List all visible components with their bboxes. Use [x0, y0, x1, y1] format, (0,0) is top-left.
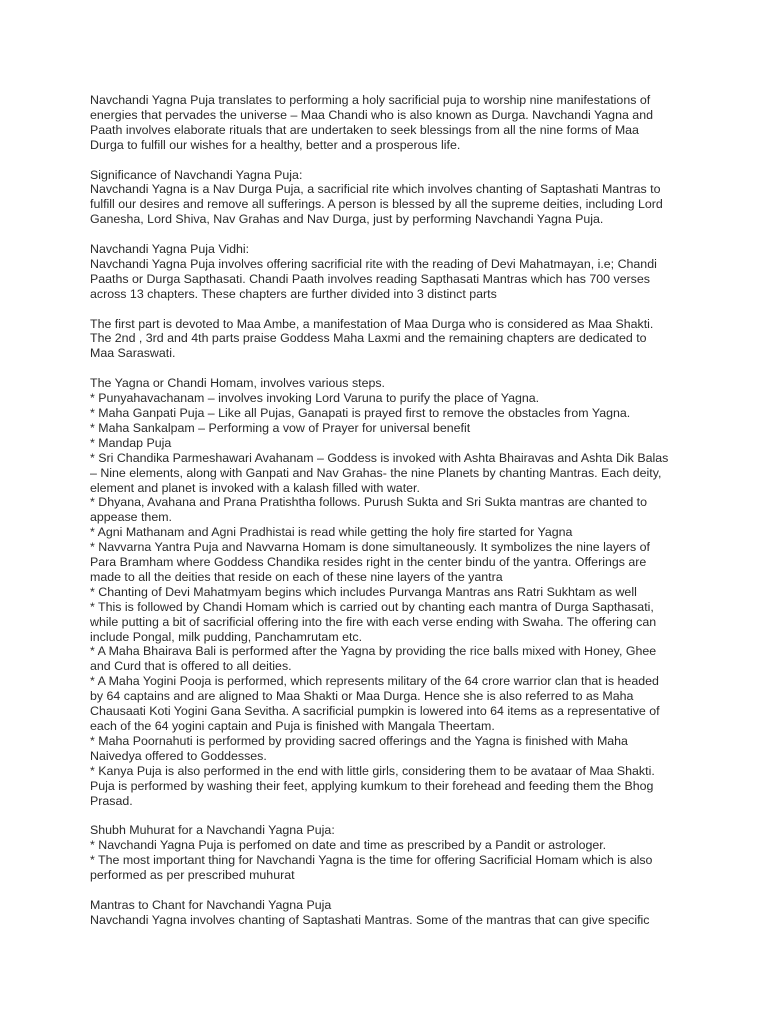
text-line: The 2nd , 3rd and 4th parts praise Goddess Maha Laxmi and the remaining chapters are dedicated to	[90, 331, 647, 346]
document-body	[90, 93, 680, 928]
text-line: while putting a bit of sacrificial offering into the fire with each verse ending with Swaha. The offering can	[90, 614, 657, 629]
text-line: Shubh Muhurat for a Navchandi Yagna Puja:	[90, 823, 335, 838]
text-line: – Nine elements, along with Ganpati and Nav Grahas- the nine Planets by chanting Mantras. Each deity,	[90, 465, 662, 480]
text-line: Puja is performed by washing their feet, applying kumkum to their forehead and feeding them the Bhog	[90, 778, 654, 793]
text-line: Paaths or Durga Sapthasati. Chandi Paath involves reading Sapthasati Mantras which has 700 verses	[90, 271, 650, 286]
text-line: * The most important thing for Navchandi Yagna is the time for offering Sacrificial Homam which is also	[90, 853, 653, 868]
paragraph	[90, 242, 680, 302]
document-page	[90, 93, 680, 943]
text-line: Navchandi Yagna Puja involves offering sacrificial rite with the reading of Devi Mahatmayan, i.e; Chandi	[90, 256, 657, 271]
text-line: * Punyahavachanam – involves invoking Lord Varuna to purify the place of Yagna.	[90, 391, 540, 406]
text-line: Maa Saraswati.	[90, 346, 176, 361]
text-line: * Chanting of Devi Mahatmyam begins which includes Purvanga Mantras ans Ratri Sukhtam as well	[90, 584, 637, 599]
text-line: Navchandi Yagna Puja translates to performing a holy sacrificial puja to worship nine manifestations of	[90, 93, 651, 107]
text-line: * Mandap Puja	[90, 435, 172, 450]
text-line: * This is followed by Chandi Homam which is carried out by chanting each mantra of Durga Sapthasati,	[90, 599, 654, 614]
text-line: Significance of Navchandi Yagna Puja:	[90, 167, 303, 182]
paragraph	[90, 317, 680, 362]
text-line: * Maha Ganpati Puja – Like all Pujas, Ganapati is prayed first to remove the obstacles from Yagna.	[90, 405, 631, 420]
text-line: fulfill our desires and remove all sufferings. A person is blessed by all the supreme deities, including Lord	[90, 197, 663, 212]
paragraph	[90, 376, 680, 808]
text-line: Prasad.	[90, 793, 133, 808]
text-line: * Kanya Puja is also performed in the end with little girls, considering them to be avataar of Maa Shakti.	[90, 763, 655, 778]
text-line: Chausaati Koti Yogini Gana Sevitha. A sacrificial pumpkin is lowered into 64 items as a representative of	[90, 704, 660, 719]
text-line: * Sri Chandika Parmeshawari Avahanam – Goddess is invoked with Ashta Bhairavas and Ashta Dik Balas	[90, 450, 669, 465]
text-line: Para Bramham where Goddess Chandika resides right in the center bindu of the yantra. Offerings are	[90, 555, 647, 570]
text-line: Navchandi Yagna Puja Vidhi:	[90, 242, 250, 257]
text-line: Paath involves elaborate rituals that are undertaken to seek blessings from all the nine forms of Maa	[90, 122, 639, 137]
text-line: energies that pervades the universe – Maa Chandi who is also known as Durga. Navchandi Yagna and	[90, 107, 653, 122]
text-line: * Agni Mathanam and Agni Pradhistai is read while getting the holy fire started for Yagna	[90, 525, 573, 540]
text-line: The Yagna or Chandi Homam, involves various steps.	[90, 376, 385, 391]
text-line: * Dhyana, Avahana and Prana Pratishtha follows. Purush Sukta and Sri Sukta mantras are chanted to	[90, 495, 647, 510]
text-line: Mantras to Chant for Navchandi Yagna Puja	[90, 897, 332, 912]
text-line: Naivedya offered to Goddesses.	[90, 748, 267, 763]
text-line: * A Maha Yogini Pooja is performed, which represents military of the 64 crore warrior clan that is headed	[90, 674, 659, 689]
text-line: performed as per prescribed muhurat	[90, 868, 295, 883]
paragraph	[90, 823, 680, 883]
paragraph	[90, 898, 680, 928]
paragraph	[90, 168, 680, 228]
text-line: made to all the deities that reside on each of these nine layers of the yantra	[90, 569, 503, 584]
text-line: appease them.	[90, 510, 172, 525]
text-line: each of the 64 yogini captain and Puja is finished with Mangala Theertam.	[90, 719, 495, 733]
text-line: Durga to fulfill our wishes for a healthy, better and a prosperous life.	[90, 137, 461, 152]
text-line: and Curd that is offered to all deities.	[90, 659, 292, 674]
text-line: * Maha Poornahuti is performed by providing sacred offerings and the Yagna is finished with Maha	[90, 733, 628, 748]
text-line: Navchandi Yagna is a Nav Durga Puja, a sacrificial rite which involves chanting of Saptashati Mantras to	[90, 182, 661, 197]
text-line: * Navchandi Yagna Puja is perfomed on date and time as prescribed by a Pandit or astrologer.	[90, 838, 607, 853]
text-line: Navchandi Yagna involves chanting of Saptashati Mantras. Some of the mantras that can give specific	[90, 912, 650, 927]
text-line: include Pongal, milk pudding, Panchamrutam etc.	[90, 629, 363, 644]
text-line: The first part is devoted to Maa Ambe, a manifestation of Maa Durga who is considered as Maa Shakti.	[90, 316, 654, 331]
paragraph	[90, 93, 680, 153]
text-line: * Maha Sankalpam – Performing a vow of Prayer for universal benefit	[90, 420, 471, 435]
text-line: by 64 captains and are aligned to Maa Shakti or Maa Durga. Hence she is also referred to as Maha	[90, 689, 634, 704]
text-line: * Navvarna Yantra Puja and Navvarna Homam is done simultaneously. It symbolizes the nine layers of	[90, 540, 650, 555]
text-line: element and planet is invoked with a kalash filled with water.	[90, 480, 420, 495]
text-line: across 13 chapters. These chapters are further divided into 3 distinct parts	[90, 286, 497, 301]
text-line: * A Maha Bhairava Bali is performed after the Yagna by providing the rice balls mixed with Honey, Ghee	[90, 644, 657, 659]
text-line: Ganesha, Lord Shiva, Nav Grahas and Nav Durga, just by performing Navchandi Yagna Puja.	[90, 212, 604, 227]
